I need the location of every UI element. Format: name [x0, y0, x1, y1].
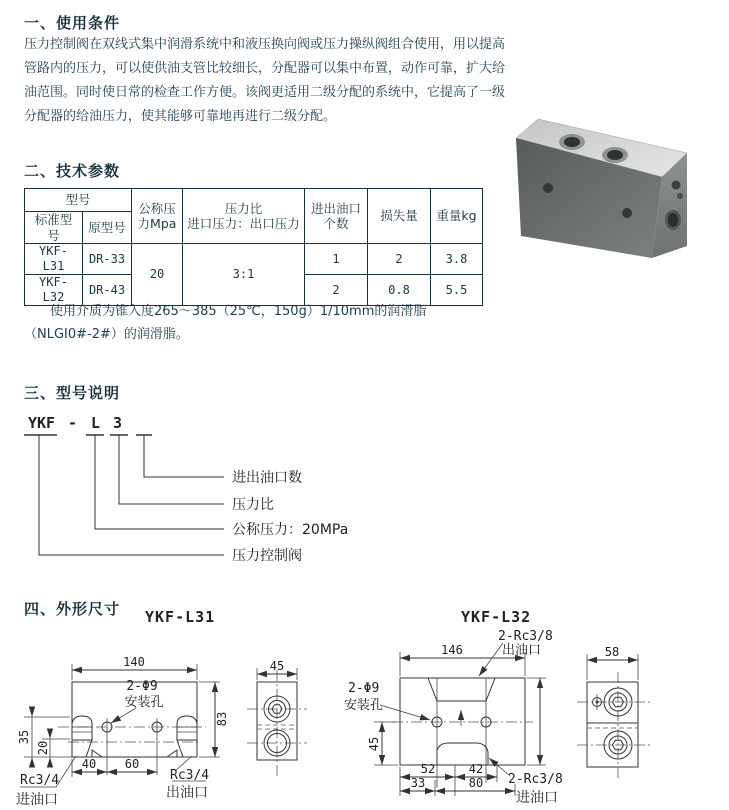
cell-weight-2: 5.5 — [431, 275, 483, 306]
l31-side-dim: 45 — [269, 659, 285, 673]
leader-pressure — [95, 435, 224, 529]
label-ratio: 压力比 — [232, 497, 274, 513]
col-header-pressure-ratio — [183, 189, 305, 244]
drawing-title-l32: YKF-L32 — [461, 608, 532, 626]
front-hole-1 — [543, 183, 553, 193]
top-hole-1-bore — [564, 137, 580, 147]
l32-inlet-leader — [489, 758, 510, 776]
l31-right-port-hatch — [177, 740, 197, 757]
side-hole-2 — [677, 193, 683, 199]
cell-ports-2: 2 — [305, 275, 368, 306]
l31-right-port-dome — [177, 716, 197, 740]
code-mid: L — [91, 414, 101, 432]
l31-dim-60: 60 — [124, 757, 140, 771]
ports-line2: 个数 — [323, 216, 349, 232]
l31-left-port-dome — [72, 716, 92, 740]
cell-standard-1: YKF-L31 — [25, 244, 83, 275]
leader-ports — [144, 435, 224, 477]
leader-ratio — [119, 435, 224, 504]
l31-callout-holes-thread: 2-Φ9 — [126, 679, 158, 694]
product-photo — [505, 106, 705, 266]
l31-dim-35: 35 — [17, 729, 31, 745]
l32-side-dim: 58 — [604, 645, 620, 659]
l32-dim-80: 80 — [468, 776, 484, 790]
l31-dim-height: 83 — [215, 711, 229, 727]
col-header-original-model: 原型号 — [83, 212, 132, 244]
l32-dim-45: 45 — [367, 736, 381, 752]
l31-right-port-lines — [177, 727, 197, 732]
l31-inlet-label: 进油口 — [16, 792, 58, 808]
col-header-model: 型号 — [25, 189, 132, 212]
cell-loss-1: 2 — [368, 244, 431, 275]
label-ports: 进出油口数 — [232, 470, 302, 486]
drawing-l31-front — [10, 628, 260, 810]
side-port-bore — [668, 213, 678, 227]
side-hole-1 — [672, 181, 681, 190]
l32-outlet-leader — [479, 643, 503, 676]
code-dash: - — [68, 414, 78, 432]
l31-dim-20: 20 — [36, 740, 50, 756]
top-hole-2-bore — [607, 150, 623, 160]
cell-ratio: 3:1 — [183, 244, 305, 306]
drawing-l32-side — [565, 628, 729, 810]
l31-callout-holes-leader — [111, 708, 136, 723]
ratio-title: 压力比 — [224, 200, 263, 216]
leader-valve — [39, 435, 224, 555]
l32-dim-33: 33 — [410, 776, 426, 790]
l32-outlet-thread: 2-Rc3/8 — [498, 629, 553, 644]
l32-callout-holes-leader — [380, 705, 430, 720]
cell-weight-1: 3.8 — [431, 244, 483, 275]
l31-dim-40: 40 — [81, 757, 97, 771]
table-row — [25, 244, 483, 275]
code-num: 3 — [113, 414, 123, 432]
l32-inlet-thread: 2-Rc3/8 — [508, 772, 563, 787]
cell-ports-1: 1 — [305, 244, 368, 275]
ratio-subtitle: 进口压力：出口压力 — [187, 216, 300, 232]
l32-top-port-hatch — [428, 678, 495, 701]
code-prefix: YKF — [28, 414, 56, 432]
col-header-ports — [305, 189, 368, 244]
cell-loss-2: 0.8 — [368, 275, 431, 306]
l31-outlet-thread: Rc3/4 — [170, 768, 210, 783]
section4-heading: 四、外形尺寸 — [24, 600, 121, 618]
front-hole-2 — [622, 208, 632, 218]
model-designation-diagram — [24, 406, 369, 576]
l31-callout-holes-label: 安装孔 — [124, 695, 164, 710]
l32-dim-52: 52 — [420, 762, 436, 776]
ports-line1: 进出油口 — [310, 200, 361, 216]
cell-original-2: DR-43 — [83, 275, 132, 306]
section3-heading: 三、型号说明 — [24, 384, 121, 402]
drawing-l32-front — [340, 628, 565, 810]
section1-body: 压力控制阀在双线式集中润滑系统中和液压换向阀或压力操纵阀组合使用，用以提高管路内的压力，可以使供油支管比较细长，分配器可以集中布置，动作可靠，扩大给油范围。同时使日常的检查工作方便。该阀更适用二级分配的系统中，它提高了一级分配器的给油压力，使其能够可靠地再进行二级分配。 — [24, 37, 506, 124]
cell-original-1: DR-33 — [83, 244, 132, 275]
l32-dim-width: 146 — [441, 643, 463, 657]
tech-params-table — [24, 188, 483, 306]
l32-ext-90 — [527, 678, 546, 765]
cell-nominal-pressure: 20 — [132, 244, 183, 306]
l31-left-port-wedge — [92, 750, 102, 757]
media-note: 使用介质为锥入度265～385（25℃，150g）1/10mm的润滑脂（NLGI0#-2#）的润滑脂。 — [24, 304, 427, 342]
label-pressure: 公称压力：20MPa — [232, 522, 349, 538]
l31-dim-width: 140 — [123, 655, 145, 669]
l32-callout-holes-label: 安装孔 — [344, 698, 384, 713]
l32-callout-holes-thread: 2-Φ9 — [348, 681, 380, 696]
l31-left-port-hatch — [72, 740, 92, 757]
l31-inlet-thread: Rc3/4 — [20, 773, 60, 788]
label-valve: 压力控制阀 — [232, 548, 302, 564]
l31-right-port-wedge — [167, 750, 177, 757]
l32-outlet-label: 出油口 — [502, 643, 542, 658]
col-header-nominal-pressure: 公称压力Mpa — [132, 189, 183, 244]
l32-inlet-label: 进油口 — [516, 790, 558, 806]
l31-outlet-label: 出油口 — [166, 785, 208, 801]
l32-dim-42: 42 — [468, 762, 484, 776]
l32-body-outline — [400, 678, 525, 765]
col-header-loss: 损失量 — [368, 189, 431, 244]
col-header-weight: 重量kg — [431, 189, 483, 244]
cell-standard-2: YKF-L32 — [25, 275, 83, 306]
section1-heading: 一、使用条件 — [24, 14, 121, 32]
drawing-title-l31: YKF-L31 — [145, 608, 216, 626]
section2-heading: 二、技术参数 — [24, 162, 121, 180]
col-header-standard-model: 标准型号 — [25, 212, 83, 244]
l31-left-port-lines — [72, 727, 92, 732]
